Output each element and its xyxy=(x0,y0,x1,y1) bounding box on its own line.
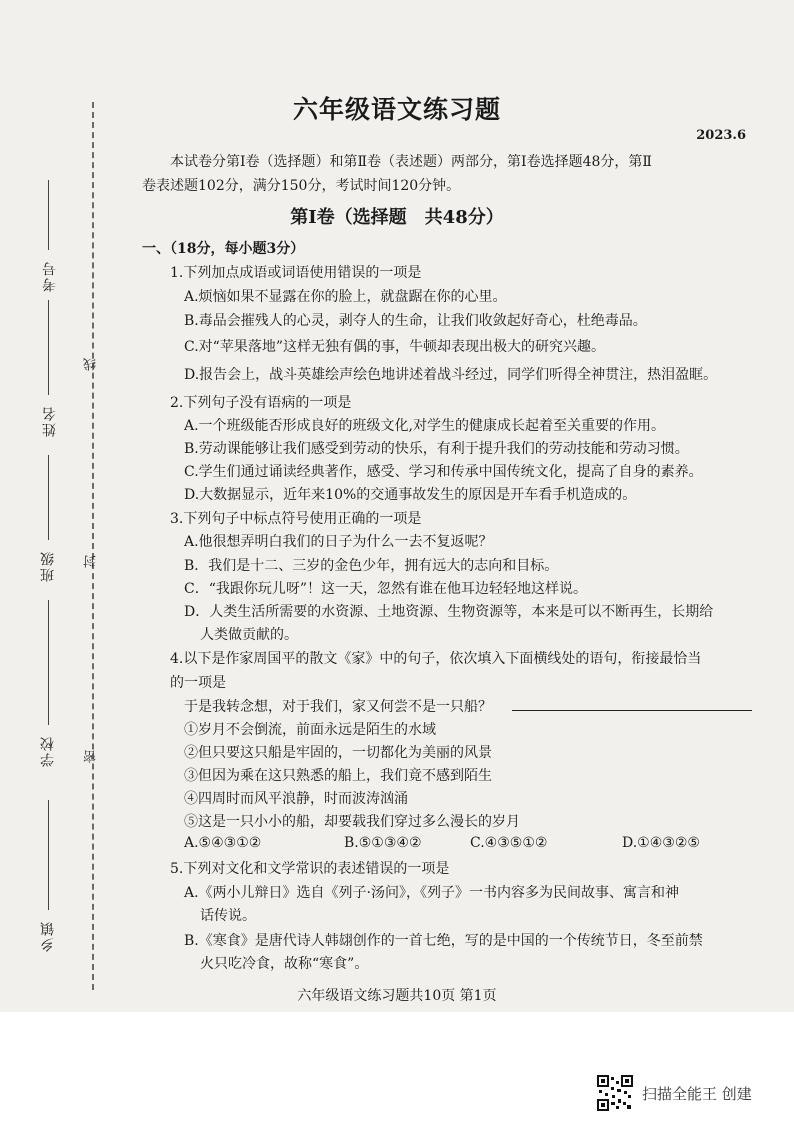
numbered-sentence: ④四周时而风平浪静，时而波涛汹涌 xyxy=(184,791,408,807)
cut-mark-mi: 密 xyxy=(84,750,99,763)
question-stem: 2.下列句子没有语病的一项是 xyxy=(170,395,352,411)
name-fill-line xyxy=(48,300,49,395)
fill-in-blank-line xyxy=(512,710,752,711)
option: D．人类生活所需要的水资源、土地资源、生物资源等，本来是可以不断再生，长期给 xyxy=(184,604,714,620)
option-continuation: 人类做贡献的。 xyxy=(200,627,298,643)
option: A.他很想弄明白我们的日子为什么一去不复返呢？ xyxy=(184,534,493,550)
school-label: 学校 xyxy=(40,735,56,767)
option: B.毒品会摧残人的心灵，剥夺人的生命，让我们收敛起好奇心，杜绝毒品。 xyxy=(184,313,647,329)
exam-title: 六年级语文练习题 xyxy=(292,95,501,124)
option-continuation: 话传说。 xyxy=(200,908,256,924)
intro-line-1: 本试卷分第Ⅰ卷（选择题）和第Ⅱ卷（表述题）两部分，第Ⅰ卷选择题48分，第Ⅱ xyxy=(170,154,652,170)
numbered-sentence: ②但只要这只船是牢固的，一切都化为美丽的风景 xyxy=(184,745,492,761)
exam-no-label: 考号 xyxy=(42,260,58,292)
school-fill-line xyxy=(48,600,49,725)
class-fill-line xyxy=(48,455,49,540)
option: B.劳动课能够让我们感受到劳动的快乐，有利于提升我们的劳动技能和劳动习惯。 xyxy=(184,441,689,457)
option: B．我们是十二、三岁的金色少年，拥有远大的志向和目标。 xyxy=(184,558,559,574)
question-stem: 3.下列句子中标点符号使用正确的一项是 xyxy=(170,511,422,527)
option: D.大数据显示，近年来10%的交通事故发生的原因是开车看手机造成的。 xyxy=(184,487,637,503)
name-label: 姓名 xyxy=(42,405,58,437)
option: C．“我跟你玩儿呀”！这一天，忽然有谁在他耳边轻轻地这样说。 xyxy=(184,581,588,597)
qr-code-icon xyxy=(597,1075,633,1111)
section-heading: 第Ⅰ卷（选择题 共48分） xyxy=(290,207,504,228)
cut-mark-xian: 线 xyxy=(84,358,99,371)
watermark-text: 扫描全能王 创建 xyxy=(642,1085,752,1103)
option: D.报告会上，战斗英雄绘声绘色地讲述着战斗经过，同学们听得全神贯注，热泪盈眶。 xyxy=(184,367,718,383)
numbered-sentence: ③但因为乘在这只熟悉的船上，我们竟不感到陌生 xyxy=(184,768,492,784)
numbered-sentence: ①岁月不会倒流，前面永远是陌生的水域 xyxy=(184,722,436,738)
question-stem: 5.下列对文化和文学常识的表述错误的一项是 xyxy=(170,861,450,877)
cut-mark-feng: 封 xyxy=(84,555,99,568)
question-stem: 1.下列加点成语或词语使用错误的一项是 xyxy=(170,265,422,281)
option: C.学生们通过诵读经典著作，感受、学习和传承中国传统文化，提高了自身的素养。 xyxy=(184,464,703,480)
class-label: 班级 xyxy=(40,550,56,582)
binding-dashed-line xyxy=(92,102,94,990)
page-footer: 六年级语文练习题共10页 第1页 xyxy=(297,988,497,1004)
option: C.对“苹果落地”这样无独有偶的事，牛顿却表现出极大的研究兴趣。 xyxy=(184,339,605,355)
lead-sentence: 于是我转念想，对于我们，家又何尝不是一只船？ xyxy=(184,699,492,715)
town-fill-line xyxy=(48,800,49,910)
exam-date: 2023.6 xyxy=(696,128,746,143)
option: A.烦恼如果不显露在你的脸上，就盘踞在你的心里。 xyxy=(184,289,507,305)
numbered-sentence: ⑤这是一只小小的船，却要载我们穿过多么漫长的岁月 xyxy=(184,814,520,830)
answer-choice: A.⑤④③①② xyxy=(184,835,262,851)
option: A.《两小儿辩日》选自《列子·汤问》，《列子》一书内容多为民间故事、寓言和神 xyxy=(184,885,680,901)
option: A.一个班级能否形成良好的班级文化,对学生的健康成长起着至关重要的作用。 xyxy=(184,418,666,434)
question-stem-continuation: 的一项是 xyxy=(170,675,226,691)
answer-choice: B.⑤①③④② xyxy=(344,835,422,851)
answer-choice: C.④③⑤①② xyxy=(470,835,548,851)
part-label: 一、（18分，每小题3分） xyxy=(142,241,305,257)
town-label: 乡镇 xyxy=(40,920,56,952)
question-stem: 4.以下是作家周国平的散文《家》中的句子，依次填入下面横线处的语句，衔接最恰当 xyxy=(170,651,702,667)
scanner-watermark xyxy=(0,1012,794,1124)
option-continuation: 火只吃冷食，故称“寒食”。 xyxy=(200,956,369,972)
option: B.《寒食》是唐代诗人韩翃创作的一首七绝，写的是中国的一个传统节日，冬至前禁 xyxy=(184,933,703,949)
intro-line-2: 卷表述题102分，满分150分，考试时间120分钟。 xyxy=(142,178,461,194)
answer-choice: D.①④③②⑤ xyxy=(622,835,700,851)
